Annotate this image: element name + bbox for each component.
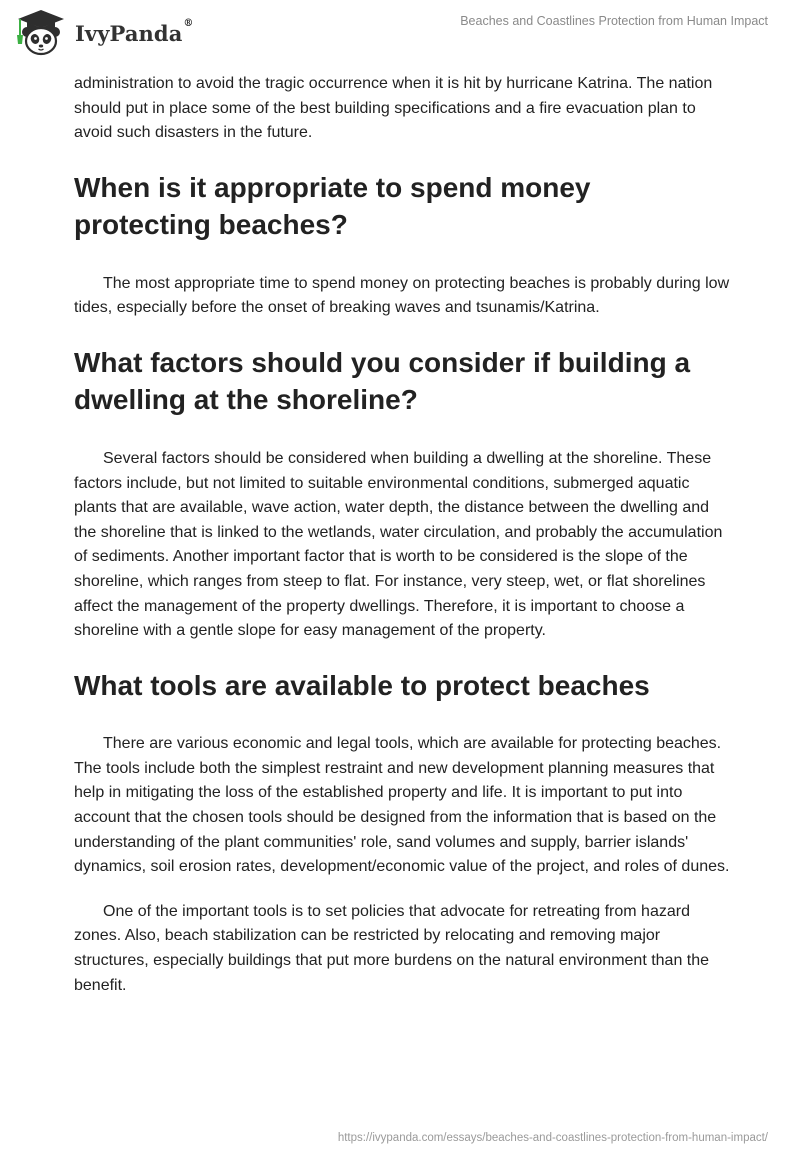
section-paragraph: There are various economic and legal tools, which are available for protecting beaches. The tools include both the simplest restraint and new development planning measures that help in mitigating the loss of the established property and life. It is important to put into account that the chosen tools should be designed from the information that is based on the understanding of the plant communities' role, sand volumes and supply, barrier islands' dynamics, soil erosion rates, development/economic value of the project, and roles of dunes. [74,735,730,876]
section-heading-dwelling-factors: What factors should you consider if building a dwelling at the shoreline? [74,346,691,416]
page-header [0,0,800,66]
section-paragraph: One of the important tools is to set policies that advocate for retreating from hazard zones. Also, beach stabilization can be restricted by relocating and removing major structures, especially buildings that put more burdens on the natural environment than the benefit. [74,902,710,994]
registered-mark: ® [183,17,194,29]
source-url[interactable]: https://ivypanda.com/essays/beaches-and-coastlines-protection-from-human-impact/ [337,1132,768,1144]
document-title: Beaches and Coastlines Protection from Human Impact [460,14,768,28]
section-heading-spend-money: When is it appropriate to spend money protecting beaches? [74,171,591,241]
section-paragraph: Several factors should be considered when building a dwelling at the shoreline. These factors include, but not limited to suitable environmental conditions, submerged aquatic plants that are available, wave action, water depth, the distance between the dwelling and the shoreline that is linked to the wetlands, water circulation, and probably the accumulation of sediments. Another important factor that is worth to be considered is the slope of the shoreline, which ranges from steep to flat. For instance, very steep, wet, or flat shorelines affect the management of the property dwellings. Therefore, it is important to choose a shoreline with a gentle slope for easy management of the property. [74,449,723,640]
essay-body [74,72,734,1018]
section-paragraph: The most appropriate time to spend money on protecting beaches is probably during low tides, especially before the onset of breaking waves and tsunamis/Katrina. [74,274,730,317]
section-heading-protection-tools: What tools are available to protect beaches [74,669,650,701]
panda-graduate-icon [14,8,68,56]
ivypanda-logo[interactable] [14,8,194,56]
brand-name: IvyPanda® [75,17,194,46]
intro-paragraph: administration to avoid the tragic occurrence when it is hit by hurricane Katrina. The nation should put in place some of the best building specifications and a fire evacuation plan to avoid such disasters in the future. [74,75,713,142]
